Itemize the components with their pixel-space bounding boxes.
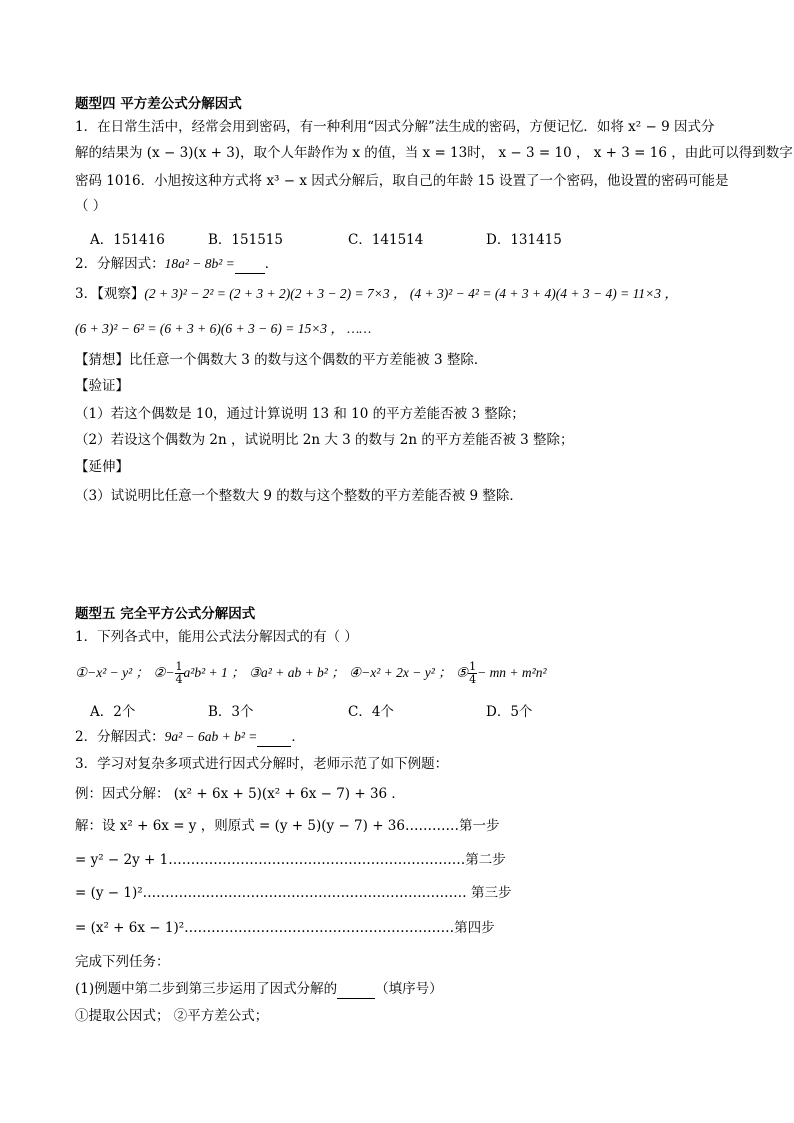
solution-step-4: = (x² + 6x − 1)²……………………………………………………第四步	[75, 920, 495, 936]
expr-2-prefix: ②−	[153, 665, 175, 680]
q4-2-suffix: ．	[264, 256, 279, 272]
expr-5-fraction	[468, 661, 477, 686]
q4-1-option-d: D．131415	[486, 232, 562, 248]
q4-1-line-4: （ ）	[75, 198, 107, 214]
expr-5-num: 1	[469, 660, 477, 673]
expr-2	[153, 660, 245, 686]
q5-3-example: 例：因式分解： (x² + 6x + 5)(x² + 6x − 7) + 36 ．	[75, 786, 405, 802]
q4-1-line-2: 解的结果为 (x − 3)(x + 3)，取个人年龄作为 x 的值，当 x = 13时， x − 3 = 10 ， x + 3 = 16 ，由此可以得到数字	[75, 145, 793, 161]
q4-2-expression: 18a² − 8b² =	[164, 256, 235, 271]
q5-1-option-a: A．2个	[90, 704, 136, 720]
expr-2-suffix: a²b² + 1 ；	[183, 665, 245, 680]
expr-2-fraction	[175, 661, 184, 686]
observe-expression-2: (6 + 3)² − 6² = (6 + 3 + 6)(6 + 3 − 6) = 15×3 ， ……	[75, 321, 372, 336]
q5-3-stem: 3．学习对复杂多项式进行因式分解时，老师示范了如下例题：	[75, 756, 449, 772]
expr-1: ①−x² − y² ；	[75, 665, 150, 680]
q4-2-answer-blank[interactable]	[235, 255, 265, 274]
task-heading: 完成下列任务：	[75, 954, 170, 970]
q5-1-expressions	[75, 660, 547, 686]
q5-1-option-c: C．4个	[348, 704, 394, 720]
expr-2-den: 4	[175, 673, 183, 686]
q5-2-suffix: ．	[291, 729, 305, 745]
q4-3-observe	[75, 285, 678, 303]
expr-5-prefix: ⑤	[455, 665, 469, 680]
expr-4: ④−x² + 2x − y² ；	[349, 665, 452, 680]
q4-1-option-c: C．141514	[348, 232, 424, 248]
q4-1-line-1: 1．在日常生活中，经常会用到密码，有一种利用“因式分解”法生成的密码，方便记忆．如将 x² − 9 因式分	[75, 119, 715, 135]
q4-1-option-b: B．151515	[208, 232, 283, 248]
guess-line: 【猜想】比任意一个偶数大 3 的数与这个偶数的平方差能被 3 整除．	[75, 352, 488, 368]
q5-2-answer-blank[interactable]	[257, 728, 291, 747]
verify-1: （1）若这个偶数是 10，通过计算说明 13 和 10 的平方差能否被 3 整除；	[75, 406, 525, 422]
q5-2	[75, 728, 305, 747]
verify-2: （2）若设这个偶数为 2n ，试说明比 2n 大 3 的数与 2n 的平方差能否被 3 整除；	[75, 432, 574, 448]
expr-5-den: 4	[469, 673, 477, 686]
q5-1-option-b: B．3个	[208, 704, 254, 720]
section-5-title: 题型五 完全平方公式分解因式	[75, 606, 256, 622]
q5-1-stem: 1．下列各式中，能用公式法分解因式的有（ ）	[75, 629, 358, 645]
task-1	[75, 980, 443, 999]
task-1-answer-blank[interactable]	[337, 980, 375, 999]
task-1-prefix: (1)例题中第二步到第三步运用了因式分解的	[75, 981, 338, 997]
expr-2-num: 1	[175, 660, 183, 673]
q5-2-prefix: 2．分解因式：	[75, 729, 165, 745]
expr-3: ③a² + ab + b² ；	[248, 665, 345, 680]
extend-3: （3）试说明比任意一个整数大 9 的数与这个整数的平方差能否被 9 整除．	[75, 488, 523, 504]
task-choices: ①提取公因式； ②平方差公式；	[75, 1008, 269, 1024]
q4-1-line-3: 密码 1016．小旭按这种方式将 x³ − x 因式分解后，取自己的年龄 15 设置了一个密码，他设置的密码可能是	[75, 173, 729, 189]
q5-2-expression: 9a² − 6ab + b² =	[164, 729, 258, 744]
solution-step-3: = (y − 1)²……………………………………………………………… 第三步	[75, 885, 512, 901]
section-4-title: 题型四 平方差公式分解因式	[75, 96, 242, 112]
q4-2	[75, 255, 278, 274]
task-1-suffix: （填序号）	[375, 981, 443, 997]
expr-5	[455, 660, 547, 686]
solution-step-2: = y² − 2y + 1…………………………………………………………第二步	[75, 852, 506, 868]
q4-1-option-a: A．151416	[90, 232, 165, 248]
extend-tag: 【延伸】	[75, 459, 129, 475]
verify-tag: 【验证】	[75, 378, 129, 394]
expr-5-suffix: − mn + m²n²	[477, 665, 547, 680]
solution-step-1: 解：设 x² + 6x = y ，则原式 = (y + 5)(y − 7) + 36…………第一步	[75, 818, 500, 834]
q5-1-option-d: D．5个	[486, 704, 533, 720]
q4-2-prefix: 2．分解因式：	[75, 256, 165, 272]
observe-expression-1: (2 + 3)² − 2² = (2 + 3 + 2)(2 + 3 − 2) = 7×3 ， (4 + 3)² − 4² = (4 + 3 + 4)(4 + 3 − 4) = 11×3 ，	[144, 286, 678, 301]
observe-tag: 3．【观察】	[75, 286, 145, 302]
